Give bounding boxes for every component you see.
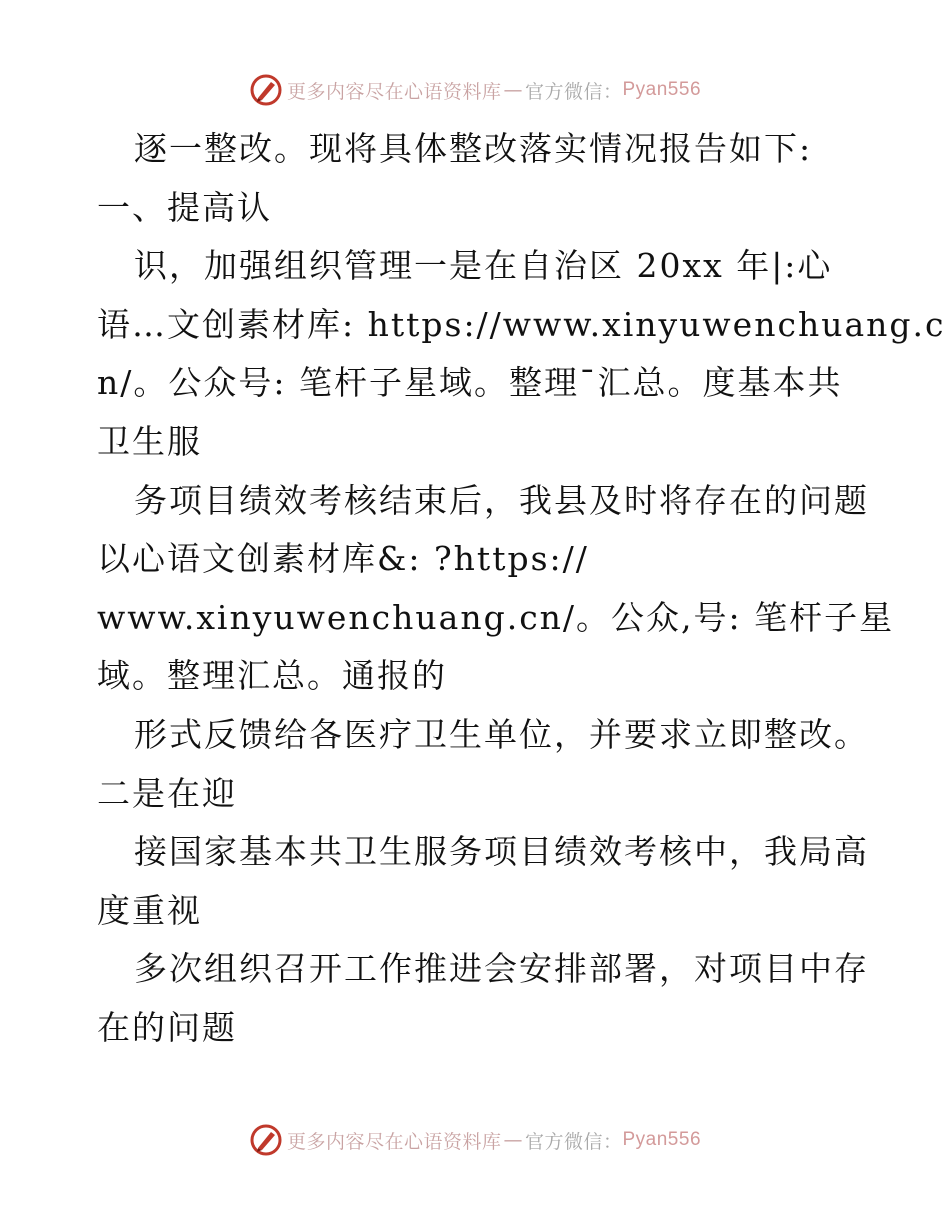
pen-logo-icon <box>249 1123 283 1157</box>
banner-dash: — <box>503 79 523 101</box>
text-line: 多次组织召开工作推进会安排部署，对项目中存 <box>134 949 869 989</box>
text-line: 识，加强组织管理一是在自治区 20xx 年|:心 <box>134 246 833 286</box>
text-line: 卫生服 <box>97 421 202 461</box>
text-line: 域。整理汇总。通报的 <box>97 656 447 696</box>
document-body <box>97 120 946 1058</box>
text-line: 一、提高认 <box>97 187 272 227</box>
text-line: 在的问题 <box>97 1007 237 1047</box>
text-line: 逐一整改。现将具体整改落实情况报告如下: <box>134 129 813 168</box>
text-line: 务项目绩效考核结束后，我县及时将存在的问题 <box>134 480 869 520</box>
text-line: www.xinyuwenchuang.cn/。公众,号: 笔杆子星 <box>97 597 895 637</box>
text-line: 形式反馈给各医疗卫生单位，并要求立即整改。 <box>134 714 869 754</box>
header-banner <box>0 70 950 110</box>
banner-main-text: 更多内容尽在心语资料库 <box>286 80 502 103</box>
text-line: 以心语文创素材库&: ?https:// <box>97 539 589 579</box>
banner-wechat-id: Pyan556 <box>622 79 702 100</box>
banner-wechat-label: 官方微信： <box>524 80 623 103</box>
text-line: n/。公众号: 笔杆子星域。整理¯汇总。度基本共 <box>97 363 843 403</box>
banner-wechat-label: 官方微信： <box>524 1130 623 1153</box>
text-line: 度重视 <box>97 890 202 930</box>
text-line: 二是在迎 <box>97 773 237 813</box>
banner-main-text: 更多内容尽在心语资料库 <box>286 1130 502 1153</box>
text-line: 语…文创素材库: https://www.xinyuwenchuang.c <box>97 304 946 344</box>
pen-logo-icon <box>249 73 283 107</box>
banner-dash: — <box>503 1129 523 1151</box>
banner-wechat-id: Pyan556 <box>622 1129 702 1150</box>
footer-banner <box>0 1120 950 1160</box>
text-line: 接国家基本共卫生服务项目绩效考核中，我局高 <box>134 832 869 872</box>
